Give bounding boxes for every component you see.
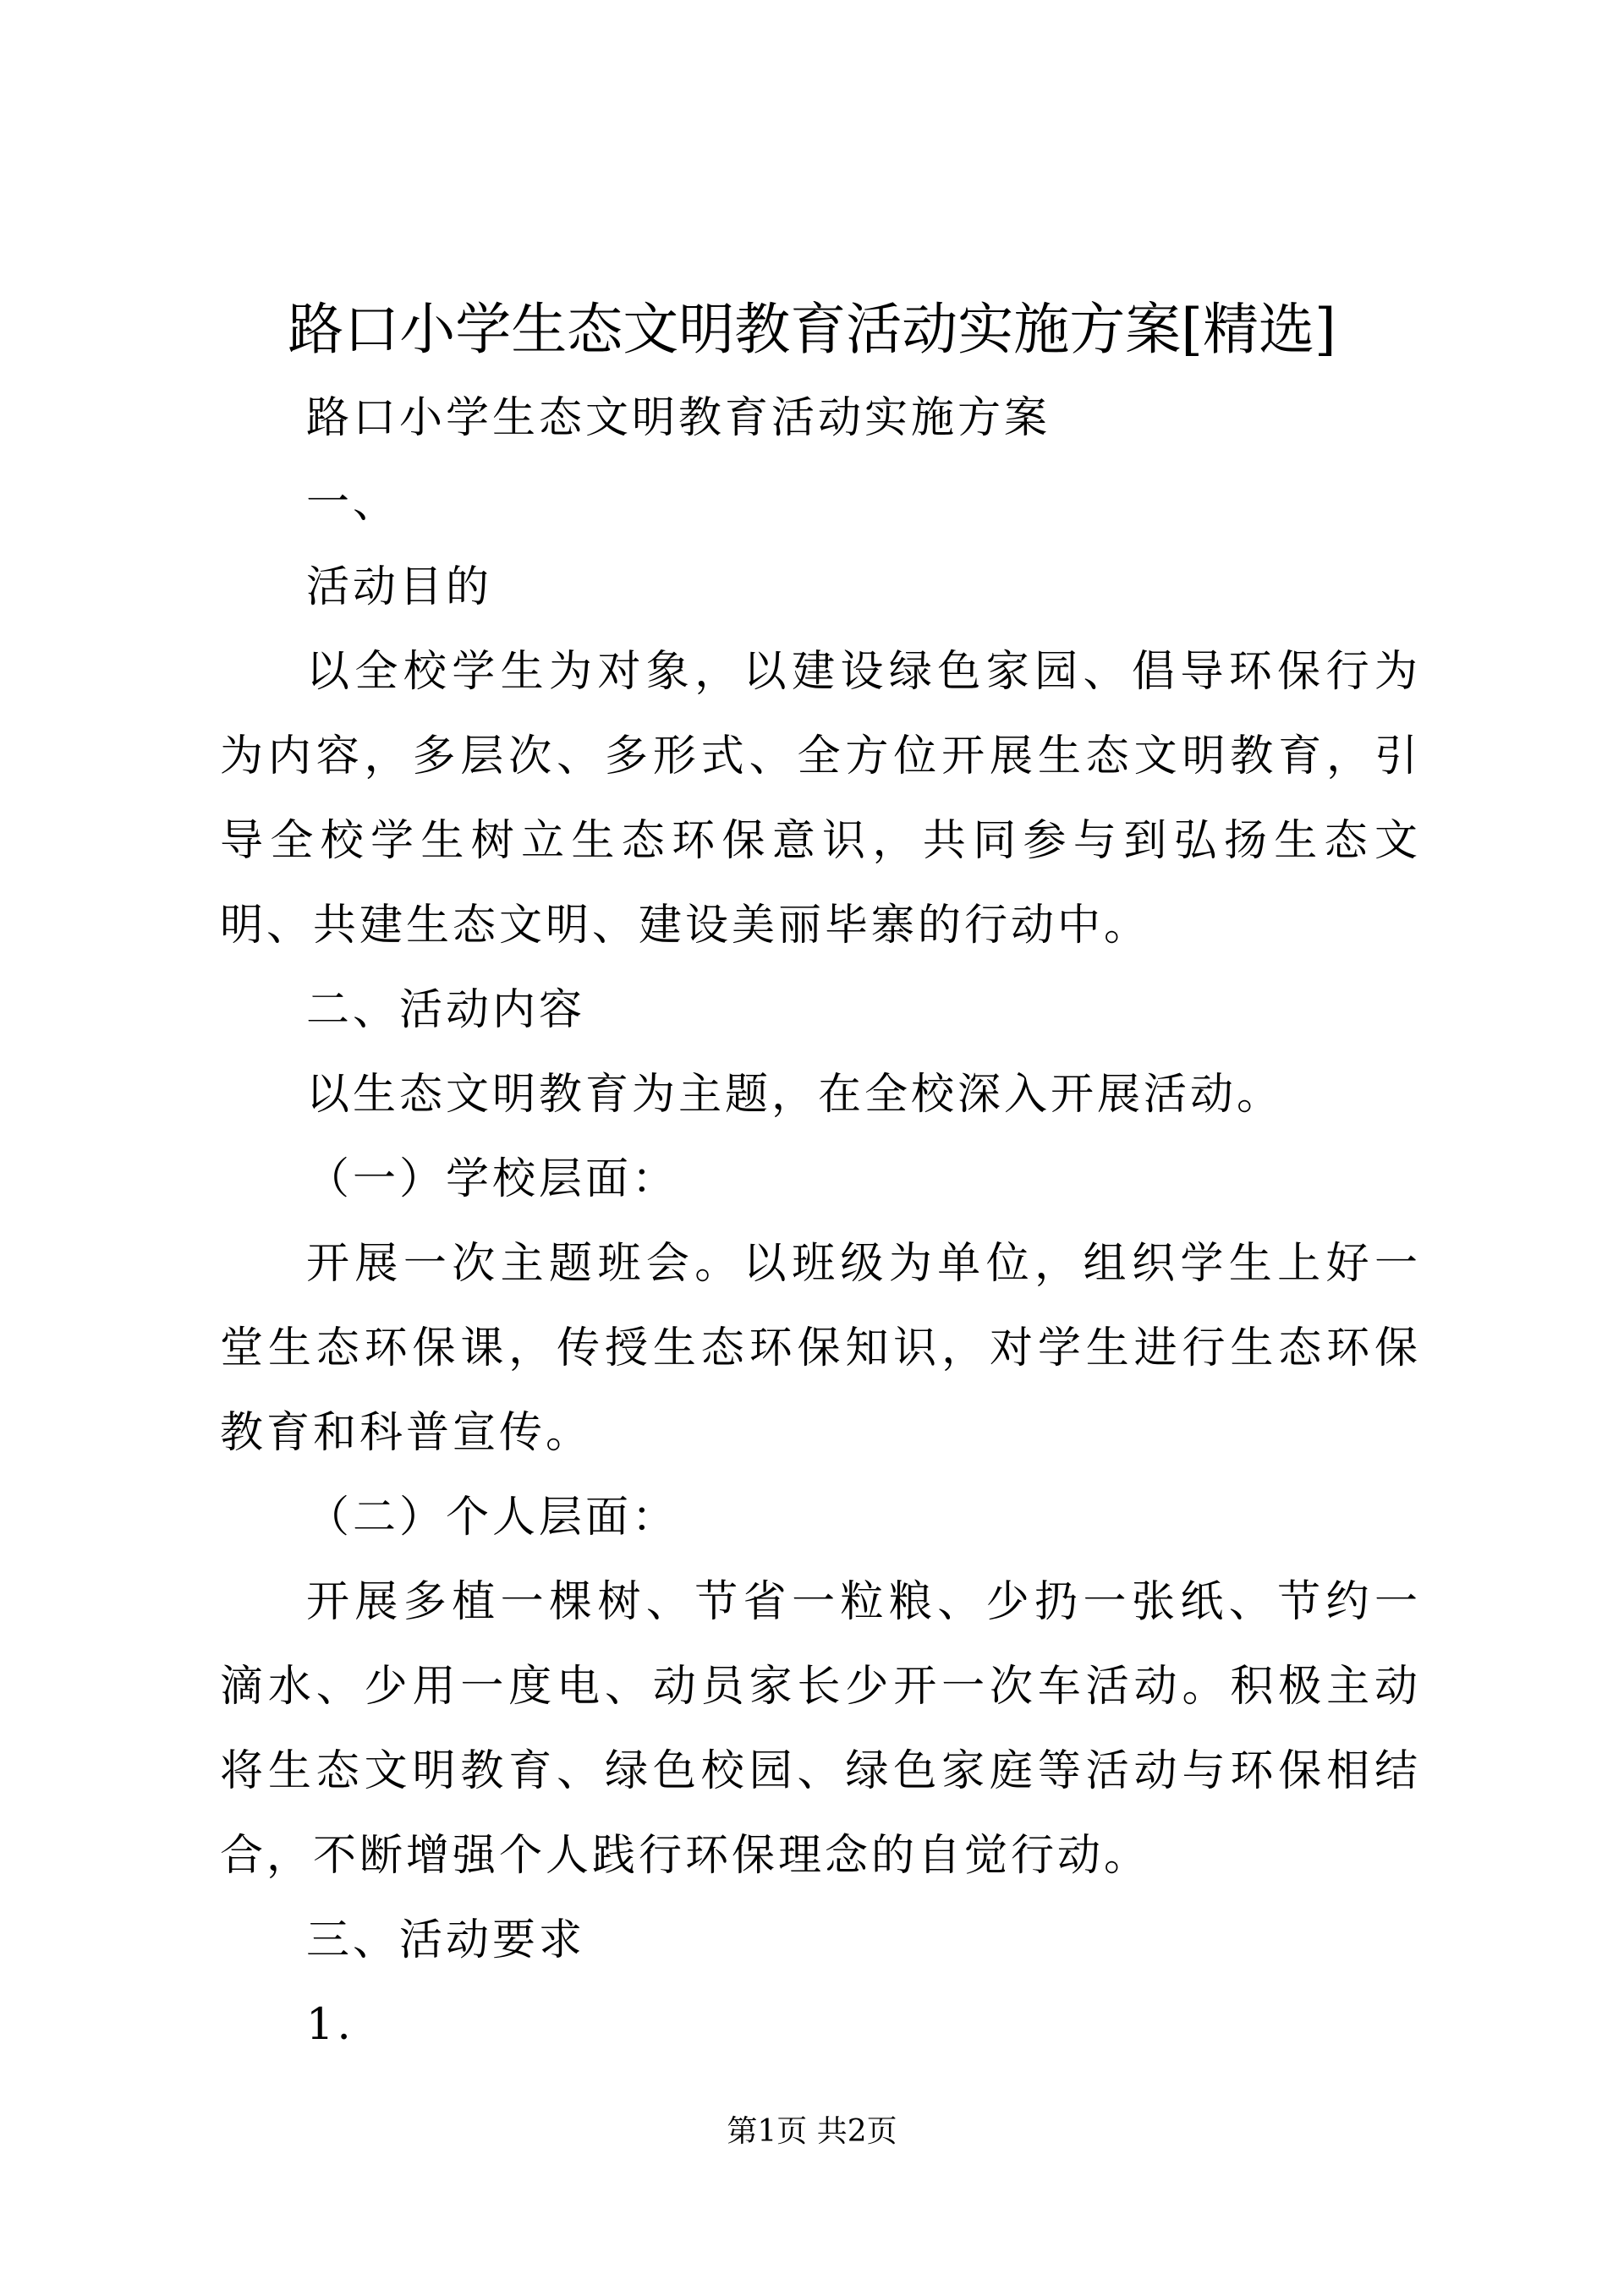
document-title: 路口小学生态文明教育活动实施方案[精选] — [288, 297, 1336, 362]
requirement-item-1: 1. — [306, 2000, 354, 2050]
purpose-paragraph: 以全校学生为对象，以建设绿色家园、倡导环保行为为内容，多层次、多形式、全方位开展生态文明教育，引导全校学生树立生态环保意识，共同参与到弘扬生态文明、共建生态文明、建设美丽毕寨的行动中。 — [220, 647, 1421, 951]
content-intro-paragraph: 以生态文明教育为主题，在全校深入开展活动。 — [306, 1070, 1284, 1120]
section-one-heading: 活动目的 — [306, 562, 493, 612]
school-level-heading: （一）学校层面： — [306, 1154, 679, 1204]
section-three-heading: 三、活动要求 — [306, 1915, 586, 1965]
personal-level-heading: （二）个人层面： — [306, 1493, 679, 1543]
page-footer: 第1页 共2页 — [727, 2114, 897, 2149]
personal-level-paragraph: 开展多植一棵树、节省一粒粮、少扔一张纸、节约一滴水、少用一度电、动员家长少开一次车活动。积极主动将生态文明教育、绿色校园、绿色家庭等活动与环保相结合，不断增强个人践行环保理念的自觉行动。 — [220, 1577, 1421, 1881]
section-one-number: 一、 — [306, 478, 400, 528]
school-level-paragraph: 开展一次主题班会。以班级为单位，组织学生上好一堂生态环保课，传授生态环保知识，对学生进行生态环保教育和科普宣传。 — [220, 1239, 1421, 1458]
document-body — [220, 376, 1421, 2068]
subtitle-paragraph: 路口小学生态文明教育活动实施方案 — [306, 393, 1051, 443]
section-two-heading: 二、活动内容 — [306, 985, 586, 1035]
